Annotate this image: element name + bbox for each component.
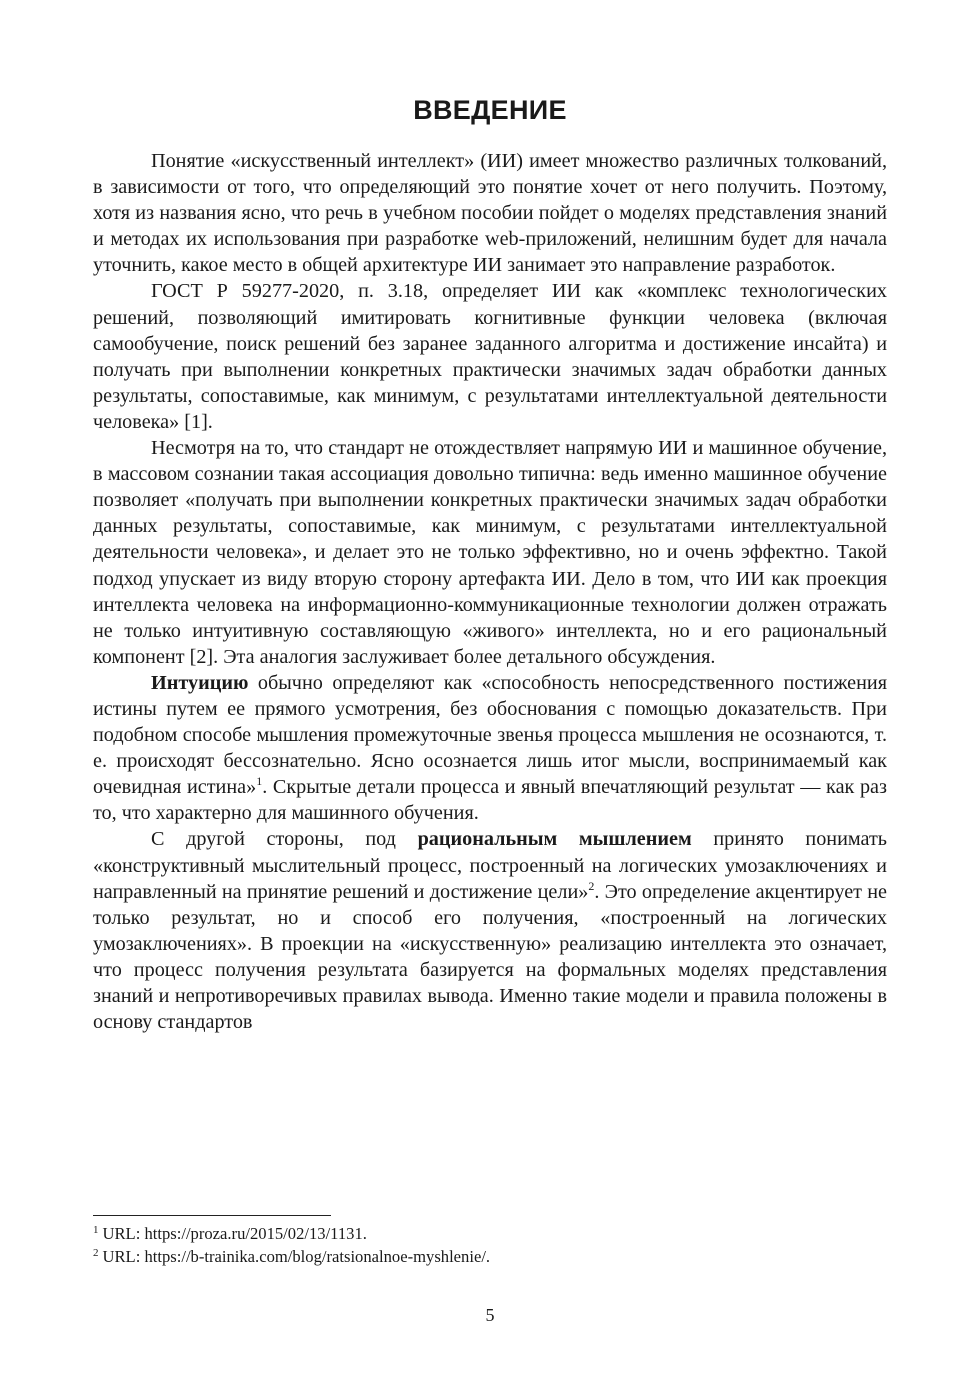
page-title: ВВЕДЕНИЕ xyxy=(413,95,567,125)
footnote-number: 2 xyxy=(93,1247,99,1259)
paragraph-5 xyxy=(93,826,887,1035)
paragraph-4-text-a: обычно определяют как «способность непосредственного постижения истины путем ее прямого усмотрения, без обоснования с помощью доказательств. При подобном способе мышления промежуточные звенья процесса мышления не осознаются, т. е. происходят бессознательно. Ясно осознается лишь итог мысли, воспринимаемый как очевидная истина» xyxy=(93,671,887,799)
footnotes xyxy=(93,1222,887,1268)
paragraph-5-text-c: . Это определение акцентирует не только результат, но и способ его получения, «построенный на логических умозаключениях». В проекции на «искусственную» реализацию интеллекта это означает, что процесс получения результата базируется на формальных моделях представления знаний и непротиворечивых правилах вывода. Именно такие модели и правила положены в основу стандартов xyxy=(93,880,887,1034)
footnote-url[interactable]: URL: https://proza.ru/2015/02/13/1131. xyxy=(102,1224,367,1243)
term-rational-thinking: рациональным мышлением xyxy=(417,828,692,851)
footnote-url[interactable]: URL: https://b-trainika.com/blog/ratsionalnoe-myshlenie/. xyxy=(102,1247,491,1266)
footnote-number: 1 xyxy=(93,1224,99,1236)
page-number: 5 xyxy=(485,1305,495,1325)
footnote-1 xyxy=(93,1222,887,1245)
paragraph-4-text-b: . Скрытые детали процесса и явный впечатляющий результат — как раз то, что характерно для машинного обучения. xyxy=(93,776,887,825)
footnote-divider xyxy=(93,1215,331,1216)
footnote-ref-2[interactable]: 2 xyxy=(588,878,595,893)
paragraph-4 xyxy=(93,670,887,827)
paragraph-1: Понятие «искусственный интеллект» (ИИ) имеет множество различных толкований, в зависимости от того, что определяющий это понятие хочет от него получить. Поэтому, хотя из названия ясно, что речь в учебном пособии пойдет о моделях представления знаний и методах их использования при разработке web-приложений, нелишним будет для начала уточнить, какое место в общей архитектуре ИИ занимает это направление разработок. xyxy=(93,150,887,277)
term-intuition: Интуицию xyxy=(151,671,249,694)
body-text xyxy=(93,148,887,1035)
paragraph-3: Несмотря на то, что стандарт не отождествляет напрямую ИИ и машинное обучение, в массовом сознании такая ассоциация довольно типична: ведь именно машинное обучение позволяет «получать при выполнении конкретных практически значимых задач обработки данных результаты, сопоставимые, как минимум, с результатами интеллектуальной деятельности человека», и делает это не только эффективно, но и очень эффектно. Такой подход упускает из виду вторую сторону артефакта ИИ. Дело в том, что ИИ как проекция интеллекта человека на информационно-коммуникационные технологии должен отражать не только интуитивную составляющую «живого» интеллекта, но и его рациональный компонент [2]. Эта аналогия заслуживает более детального обсуждения. xyxy=(93,437,887,668)
footnote-ref-1[interactable]: 1 xyxy=(256,774,263,789)
paragraph-2: ГОСТ Р 59277-2020, п. 3.18, определяет ИИ как «комплекс технологических решений, позволяющий имитировать когнитивные функции человека (включая самообучение, поиск решений без заранее заданного алгоритма и достижение инсайта) и получать при выполнении конкретных практически значимых задач обработки данных результаты, сопоставимые, как минимум, с результатами интеллектуальной деятельности человека» [1]. xyxy=(93,280,887,433)
footnote-2 xyxy=(93,1245,887,1268)
paragraph-5-text-a: С другой стороны, под xyxy=(151,828,418,851)
paragraph-5-text-b: принято понимать «конструктивный мыслительный процесс, построенный на логических умозаключениях и направленный на принятие решений и достижение цели» xyxy=(93,828,887,903)
